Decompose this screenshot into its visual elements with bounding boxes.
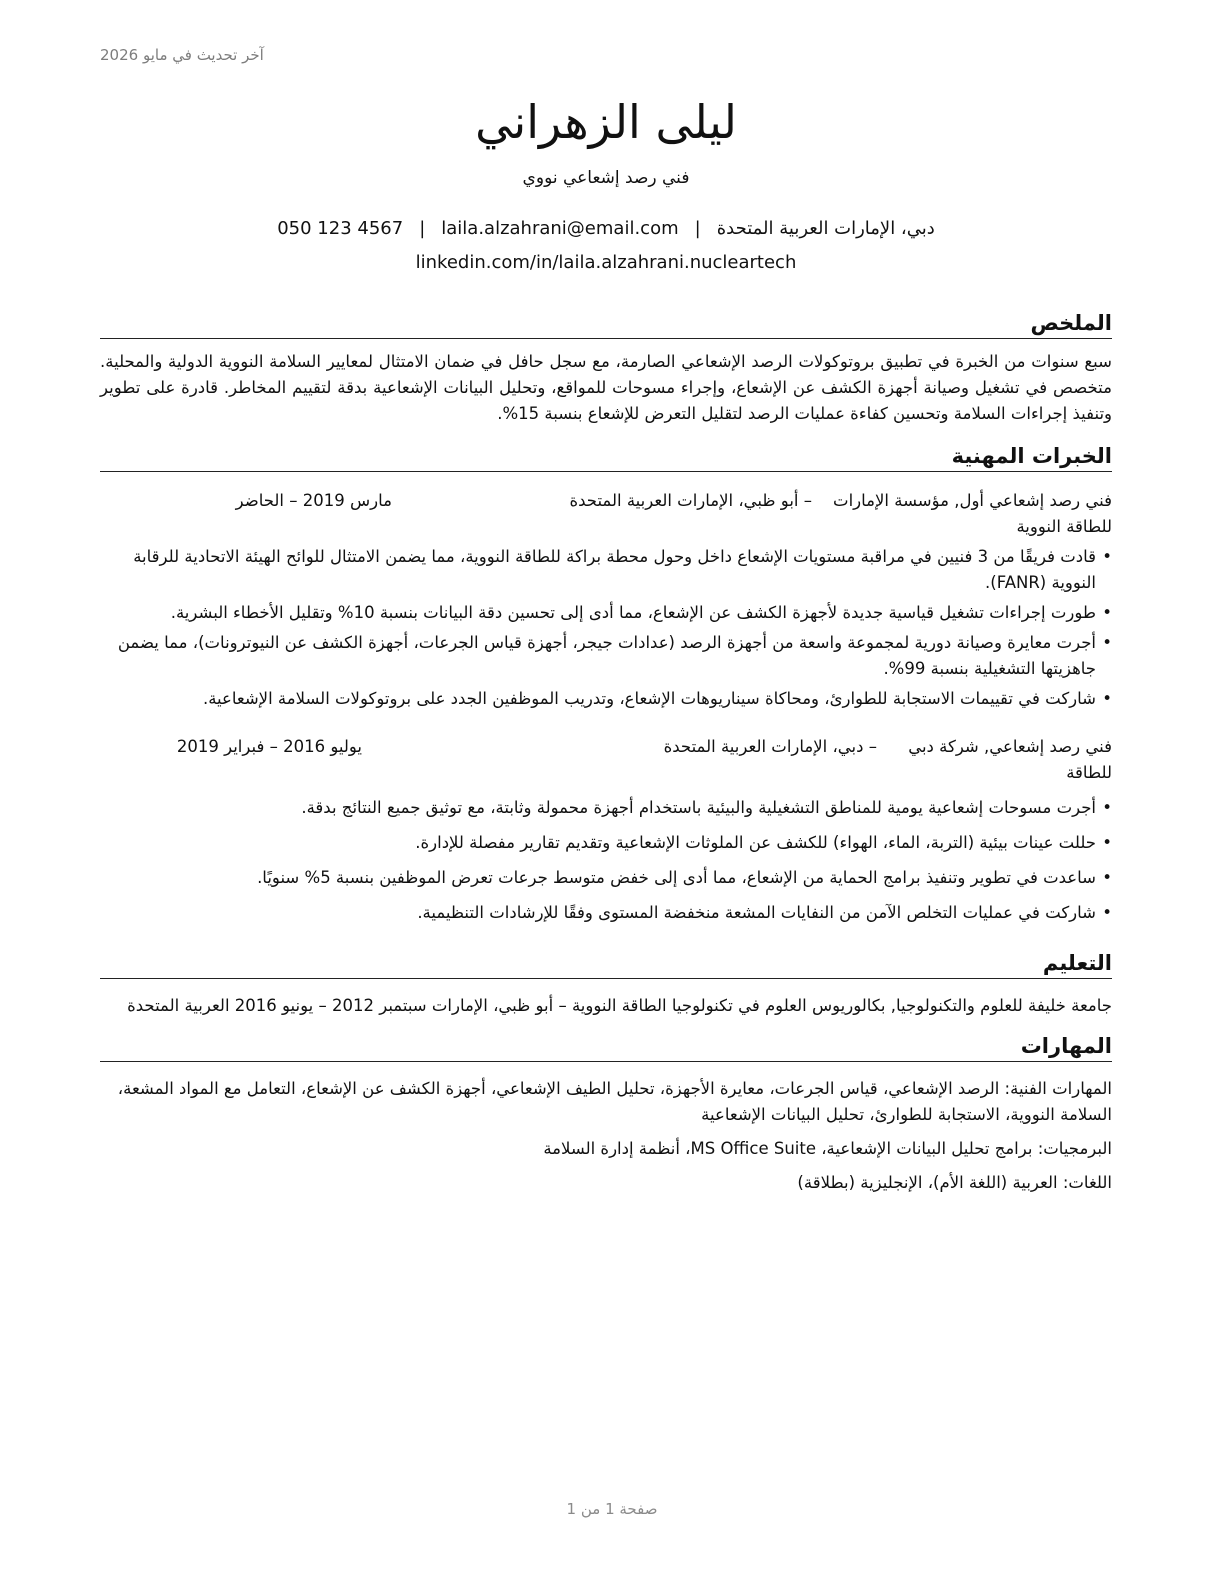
experience-section — [100, 441, 1112, 926]
list-item: • أجرت معايرة وصيانة دورية لمجموعة واسعة من أجهزة الرصد (عدادات جيجر، أجهزة قياس الجرعات، أجهزة الكشف عن النيوترونات)، مما يضمن جاهزيتها التشغيلية بنسبة 99%. — [100, 630, 1112, 682]
phone-number: 050 123 4567 — [277, 218, 404, 239]
section-heading-experience: الخبرات المهنية — [100, 441, 1112, 472]
linkedin-link[interactable]: linkedin.com/in/laila.alzahrani.nucleartech — [415, 252, 797, 273]
job-header — [100, 734, 1112, 786]
software-skills: البرمجيات: برامج تحليل البيانات الإشعاعية، MS Office Suite، أنظمة إدارة السلامة — [543, 1139, 1112, 1158]
job-dates: مارس 2019 – الحاضر — [235, 491, 392, 510]
list-item: • ساعدت في تطوير وتنفيذ برامج الحماية من الإشعاع، مما أدى إلى خفض متوسط جرعات تعرض الموظفين بنسبة 5% سنويًا. — [100, 865, 1112, 891]
section-heading-summary: الملخص — [100, 308, 1112, 339]
contact-separator: | — [419, 218, 426, 239]
job-bullets — [100, 795, 1112, 926]
location: دبي، الإمارات العربية المتحدة — [716, 218, 935, 239]
skills-list — [100, 1076, 1112, 1196]
list-item: • طورت إجراءات تشغيل قياسية جديدة لأجهزة الكشف عن الإشعاع، مما أدى إلى تحسين دقة البيانات بنسبة 10% وتقليل الأخطاء البشرية. — [100, 600, 1112, 626]
list-item: • شاركت في تقييمات الاستجابة للطوارئ، ومحاكاة سيناريوهات الإشعاع، وتدريب الموظفين الجدد على بروتوكولات السلامة الإشعاعية. — [100, 686, 1112, 712]
list-item: • شاركت في عمليات التخلص الآمن من النفايات المشعة منخفضة المستوى وفقًا للإرشادات التنظيمية. — [100, 900, 1112, 926]
job-entry — [100, 488, 1112, 712]
job-location: – دبي، الإمارات العربية المتحدة — [663, 737, 877, 756]
candidate-name: ليلى الزهراني — [475, 95, 737, 149]
contact-line-1 — [100, 212, 1112, 246]
page-number: صفحة 1 من 1 — [566, 1500, 658, 1518]
contact-info — [100, 212, 1112, 280]
job-dates: يوليو 2016 – فبراير 2019 — [176, 737, 362, 756]
list-item: • حللت عينات بيئية (التربة، الماء، الهواء) للكشف عن الملوثات الإشعاعية وتقديم تقارير مفصلة للإدارة. — [100, 830, 1112, 856]
job-position: فني رصد إشعاعي أول, مؤسسة الإمارات للطاقة النووية — [833, 491, 1112, 536]
job-location: – أبو ظبي، الإمارات العربية المتحدة — [569, 491, 812, 510]
email-link[interactable]: laila.alzahrani@email.com — [441, 218, 679, 239]
section-heading-education: التعليم — [100, 948, 1112, 979]
language-skills: اللغات: العربية (اللغة الأم)، الإنجليزية (بطلاقة) — [797, 1173, 1112, 1192]
list-item: • أجرت مسوحات إشعاعية يومية للمناطق التشغيلية والبيئية باستخدام أجهزة محمولة وثابتة، مع توثيق جميع النتائج بدقة. — [100, 795, 1112, 821]
skills-section — [100, 1031, 1112, 1196]
summary-text: سبع سنوات من الخبرة في تطبيق بروتوكولات الرصد الإشعاعي الصارمة، مع سجل حافل في ضمان الامتثال لمعايير السلامة النووية الدولية والمحلية. متخصص في تشغيل وصيانة أجهزة الكشف عن الإشعاع، وإجراء مسوحات للمواقع، وتحليل البيانات الإشعاعية بدقة لتقييم المخاطر. قادرة على تطوير وتنفيذ إجراءات السلامة وتحسين كفاءة عمليات الرصد لتقليل التعرض للإشعاع بنسبة 15%. — [100, 352, 1112, 423]
contact-separator: | — [694, 218, 701, 239]
contact-line-2 — [100, 246, 1112, 280]
education-section — [100, 948, 1112, 1019]
resume-page — [100, 0, 1112, 1204]
job-bullets — [100, 544, 1112, 712]
job-entry — [100, 734, 1112, 926]
section-heading-skills: المهارات — [100, 1031, 1112, 1062]
job-header — [100, 488, 1112, 540]
job-title: فني رصد إشعاعي نووي — [522, 168, 690, 188]
summary-section — [100, 308, 1112, 427]
list-item: • قادت فريقًا من 3 فنيين في مراقبة مستويات الإشعاع داخل وحول محطة براكة للطاقة النووية، مما يضمن الامتثال للوائح الهيئة الاتحادية للرقابة النووية (FANR). — [100, 544, 1112, 596]
job-position: فني رصد إشعاعي, شركة دبي للطاقة — [908, 737, 1112, 782]
technical-skills: المهارات الفنية: الرصد الإشعاعي، قياس الجرعات، معايرة الأجهزة، تحليل الطيف الإشعاعي، أجهزة الكشف عن الإشعاع، التعامل مع المواد المشعة، السلامة النووية، الاستجابة للطوارئ، تحليل البيانات الإشعاعية — [117, 1079, 1112, 1124]
education-entry: جامعة خليفة للعلوم والتكنولوجيا, بكالوريوس العلوم في تكنولوجيا الطاقة النووية – أبو ظبي، الإمارات سبتمبر 2012 – يونيو 2016 العربية المتحدة — [127, 996, 1112, 1015]
last-updated-note: آخر تحديث في مايو 2026 — [100, 46, 264, 64]
